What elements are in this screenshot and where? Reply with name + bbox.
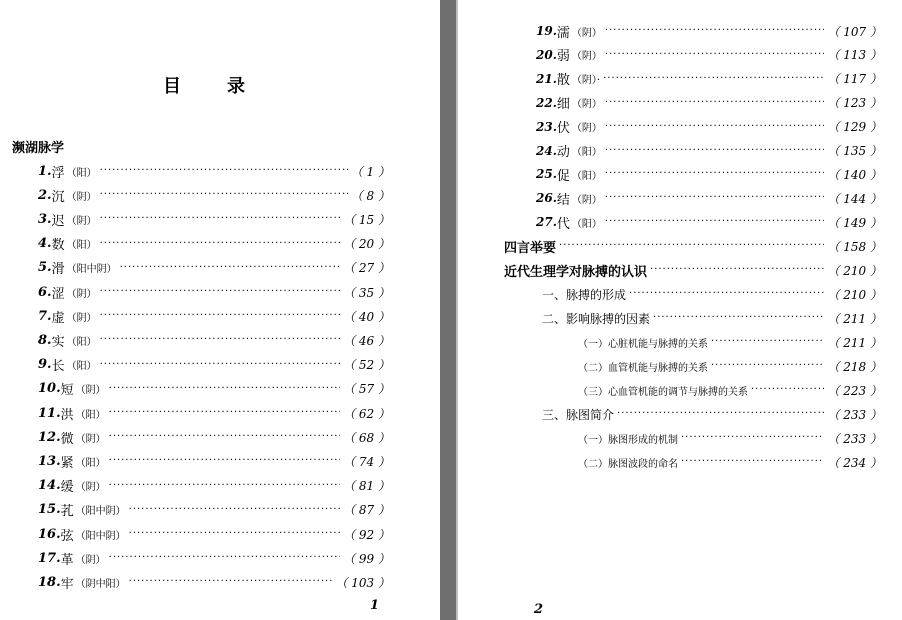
- entry-tag: （阳）: [75, 409, 106, 421]
- entry-name: 浮: [51, 165, 65, 181]
- toc-entry: [542, 404, 882, 424]
- entry-name: 散: [556, 73, 570, 89]
- entry-page: （ 52 ）: [343, 358, 390, 373]
- entry-page: （ 15 ）: [343, 212, 390, 227]
- entry-tag: （阳）: [571, 147, 602, 158]
- entry-number: 5.: [38, 260, 52, 276]
- entry-tag: （阴）: [66, 312, 97, 324]
- toc-entry: [536, 212, 882, 232]
- entry-number: 18.: [38, 574, 61, 590]
- toc-entry: [578, 428, 882, 448]
- toc-entry: [578, 332, 882, 352]
- entry-tag: （阳中阴）: [66, 264, 117, 276]
- entry-tag: （阳中阴）: [75, 530, 126, 542]
- entry-number: 12.: [38, 429, 61, 445]
- subsection-label: （二）血管机能与脉搏的关系: [578, 362, 708, 374]
- toc-entry: [38, 476, 390, 496]
- section-page: （ 158 ）: [827, 239, 882, 254]
- entry-number: 7.: [38, 308, 52, 324]
- entry-page: （ 1 ）: [350, 164, 390, 179]
- entry-page: （ 99 ）: [343, 551, 390, 566]
- toc-entry: [38, 427, 390, 447]
- entry-page: （ 20 ）: [343, 237, 390, 252]
- page-number: 2: [534, 602, 544, 617]
- entry-tag: （阴）: [571, 27, 602, 39]
- entry-tag: （阴中阳）: [75, 578, 126, 590]
- entry-tag: （阴）: [66, 191, 97, 203]
- entry-name: 弱: [556, 49, 570, 65]
- subsection-page: （ 234 ）: [827, 455, 882, 470]
- entry-tag: （阴）: [75, 554, 106, 566]
- leader-dots: [100, 185, 348, 205]
- entry-name: 代: [556, 216, 570, 232]
- entry-name: 细: [556, 97, 570, 113]
- entry-number: 11.: [38, 405, 61, 421]
- entry-number: 17.: [38, 550, 61, 566]
- leader-dots: [605, 188, 825, 208]
- entry-name: 虚: [51, 310, 65, 326]
- entry-name: 迟: [51, 213, 65, 229]
- entry-page: （ 123 ）: [827, 96, 882, 111]
- section-label: 四言举要: [504, 240, 557, 256]
- subsection-label: （一）心脏机能与脉搏的关系: [578, 338, 708, 350]
- subsection-page: （ 211 ）: [827, 335, 882, 350]
- entry-tag: （阳中阴）: [75, 506, 126, 518]
- entry-page: （ 62 ）: [343, 406, 390, 421]
- entry-number: 27.: [536, 215, 557, 230]
- leader-dots: [559, 236, 824, 256]
- subsection-page: （ 210 ）: [827, 287, 882, 302]
- subsection-page: （ 211 ）: [827, 311, 882, 326]
- leader-dots: [129, 500, 340, 520]
- entry-page: （ 140 ）: [827, 167, 882, 182]
- toc-entry: [38, 572, 390, 592]
- entry-tag: （阴）: [571, 194, 602, 206]
- entry-name: 紧: [60, 455, 74, 471]
- page-number: 1: [370, 598, 380, 613]
- entry-page: （ 40 ）: [343, 309, 390, 324]
- entry-tag: （阳）: [571, 218, 602, 230]
- entry-name: 伏: [556, 121, 570, 137]
- entry-number: 4.: [38, 236, 52, 252]
- entry-name: 长: [51, 359, 65, 375]
- entry-name: 滑: [51, 262, 65, 278]
- leader-dots: [109, 403, 340, 423]
- toc-entry: [504, 236, 882, 256]
- entry-number: 21.: [536, 71, 557, 86]
- toc-entry: [38, 258, 390, 278]
- leader-dots: [650, 260, 824, 280]
- leader-dots: [109, 427, 340, 447]
- leader-dots: [711, 356, 824, 376]
- entry-page: （ 57 ）: [343, 382, 390, 397]
- entry-page: （ 113 ）: [827, 48, 882, 63]
- entry-number: 16.: [38, 526, 61, 542]
- entry-page: （ 149 ）: [827, 215, 882, 230]
- toc-entry: [38, 234, 390, 254]
- toc-entry: [38, 330, 390, 350]
- toc-entry: [38, 161, 390, 181]
- leader-dots: [109, 548, 340, 568]
- entry-number: 20.: [536, 47, 557, 62]
- toc-title-char-2: 录: [227, 76, 246, 97]
- leader-dots: [605, 45, 825, 65]
- entry-tag: （阴）·: [571, 75, 601, 87]
- entry-number: 24.: [536, 143, 557, 158]
- entry-page: （ 92 ）: [343, 527, 390, 542]
- toc-entry: [542, 284, 882, 304]
- leader-dots: [100, 306, 341, 326]
- entry-tag: （阳）: [66, 167, 97, 179]
- subsection-label: 一、脉搏的形成: [542, 287, 627, 302]
- subsection-page: （ 233 ）: [827, 407, 882, 422]
- entry-tag: （阴）: [75, 433, 106, 445]
- leader-dots: [129, 524, 340, 544]
- leader-dots: [100, 330, 341, 350]
- entry-name: 缓: [60, 480, 74, 496]
- entry-page: （ 68 ）: [343, 430, 390, 445]
- section-heading: 濒湖脉学: [12, 141, 65, 156]
- entry-tag: （阳）: [66, 361, 97, 373]
- entry-tag: （阳）: [66, 240, 97, 252]
- leader-dots: [711, 332, 824, 352]
- entry-tag: （阴）: [66, 288, 97, 300]
- toc-entry: [38, 306, 390, 326]
- subsection-page: （ 233 ）: [827, 431, 882, 446]
- entry-number: 6.: [38, 284, 52, 300]
- entry-page: （ 81 ）: [343, 479, 390, 494]
- entry-name: 促: [556, 168, 570, 184]
- subsection-label: （二）脉图波段的命名: [578, 458, 678, 470]
- toc-entry: [38, 548, 390, 568]
- entry-number: 1.: [38, 163, 52, 179]
- entry-name: 沉: [51, 189, 65, 205]
- leader-dots: [603, 69, 824, 89]
- toc-entry: [38, 282, 390, 302]
- entry-page: （ 27 ）: [343, 261, 390, 276]
- entry-number: 19.: [536, 24, 557, 38]
- subsection-label: （一）脉图形成的机制: [578, 434, 678, 446]
- toc-entry: [38, 185, 390, 205]
- entry-number: 25.: [536, 167, 557, 182]
- leader-dots: [605, 21, 825, 41]
- toc-entry: [504, 260, 882, 280]
- entry-page: （ 103 ）: [335, 575, 390, 590]
- entry-name: 结: [556, 192, 570, 208]
- toc-entry: [536, 93, 882, 113]
- leader-dots: [629, 284, 824, 304]
- entry-page: （ 129 ）: [827, 120, 882, 135]
- leader-dots: [109, 451, 340, 471]
- section-page: （ 210 ）: [827, 263, 882, 278]
- entry-name: 革: [60, 552, 74, 568]
- toc-entry: [536, 117, 882, 137]
- leader-dots: [653, 308, 824, 328]
- subsection-page: （ 223 ）: [827, 383, 882, 398]
- subsection-label: 二、影响脉搏的因素: [542, 311, 651, 326]
- entry-number: 14.: [38, 478, 61, 494]
- entry-name: 动: [556, 145, 570, 160]
- entry-page: （ 74 ）: [343, 454, 390, 469]
- entry-tag: （阴）: [571, 99, 602, 111]
- toc-entry: [536, 69, 882, 89]
- entry-number: 10.: [38, 381, 61, 397]
- toc-entry: [536, 141, 882, 161]
- toc-entry: [38, 209, 390, 229]
- entry-name: 涩: [51, 286, 65, 302]
- toc-entry: [578, 356, 882, 376]
- leader-dots: [100, 355, 341, 375]
- toc-title-char-1: 目: [163, 76, 182, 97]
- entry-tag: （阴）: [75, 482, 106, 494]
- toc-entry: [536, 21, 882, 41]
- entry-tag: （阳）: [66, 336, 97, 348]
- entry-number: 2.: [38, 187, 52, 203]
- toc-entry: [38, 403, 390, 423]
- entry-number: 3.: [38, 211, 52, 227]
- entry-number: 22.: [536, 95, 557, 110]
- entry-name: 洪: [60, 407, 74, 423]
- leader-dots: [681, 452, 824, 472]
- entry-number: 13.: [38, 453, 61, 469]
- entry-number: 9.: [38, 357, 52, 373]
- toc-entry: [38, 379, 390, 399]
- entry-name: 短: [60, 383, 74, 399]
- toc-entry: [578, 380, 882, 400]
- leader-dots: [605, 212, 825, 232]
- leader-dots: [617, 404, 824, 424]
- entry-tag: （阴）: [571, 123, 602, 135]
- entry-name: 牢: [60, 576, 74, 592]
- entry-name: 弦: [60, 528, 74, 544]
- entry-tag: （阳）: [571, 170, 602, 182]
- leader-dots: [120, 258, 341, 278]
- leader-dots: [109, 476, 340, 496]
- right-page: [458, 0, 902, 620]
- toc-entry: [542, 308, 882, 328]
- entry-name: 实: [51, 334, 65, 350]
- entry-number: 15.: [38, 502, 61, 518]
- subsection-label: 三、脉图简介: [542, 407, 615, 422]
- entry-page: （ 8 ）: [350, 188, 390, 203]
- section-label: 近代生理学对脉搏的认识: [504, 264, 648, 280]
- entry-page: （ 107 ）: [827, 24, 882, 39]
- leader-dots: [100, 209, 341, 229]
- subsection-page: （ 218 ）: [827, 359, 882, 374]
- leader-dots: [751, 380, 824, 400]
- entry-page: （ 87 ）: [343, 503, 390, 518]
- toc-entry: [536, 45, 882, 65]
- entry-tag: （阴）: [75, 385, 106, 397]
- entry-tag: （阴）: [66, 215, 97, 227]
- leader-dots: [605, 164, 825, 184]
- toc-entry: [38, 451, 390, 471]
- toc-entry: [38, 524, 390, 544]
- entry-page: （ 117 ）: [827, 72, 882, 87]
- entry-page: （ 135 ）: [827, 144, 882, 158]
- entry-name: 数: [51, 238, 65, 254]
- toc-entry: [536, 188, 882, 208]
- entry-page: （ 35 ）: [343, 285, 390, 300]
- entry-tag: （阳）: [75, 457, 106, 469]
- leader-dots: [100, 161, 348, 181]
- entry-number: 26.: [536, 191, 557, 206]
- toc-entry: [38, 355, 390, 375]
- leader-dots: [605, 117, 825, 137]
- leader-dots: [109, 379, 340, 399]
- entry-tag: （阴）: [571, 51, 602, 63]
- entry-name: 濡: [556, 25, 570, 41]
- leader-dots: [605, 93, 825, 113]
- left-page: [0, 0, 440, 620]
- entry-number: 8.: [38, 332, 52, 348]
- entry-number: 23.: [536, 119, 557, 134]
- entry-page: （ 144 ）: [827, 191, 882, 206]
- entry-name: 微: [60, 431, 74, 447]
- leader-dots: [605, 141, 825, 161]
- toc-entry: [38, 500, 390, 520]
- leader-dots: [100, 282, 341, 302]
- toc-entry: [536, 164, 882, 184]
- leader-dots: [100, 234, 341, 254]
- subsection-label: （三）心血管机能的调节与脉搏的关系: [578, 386, 748, 398]
- entry-name: 芤: [60, 504, 74, 520]
- toc-entry: [578, 452, 882, 472]
- leader-dots: [681, 428, 824, 448]
- leader-dots: [129, 572, 333, 592]
- entry-page: （ 46 ）: [343, 333, 390, 348]
